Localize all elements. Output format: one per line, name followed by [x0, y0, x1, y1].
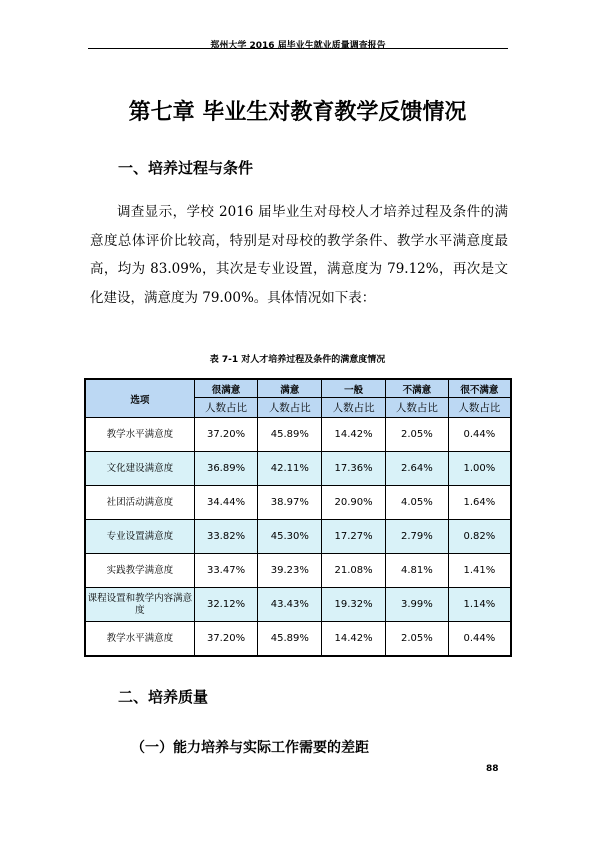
table-cell: 14.42% [322, 622, 386, 657]
table-cell: 14.42% [322, 418, 386, 452]
table-cell: 21.08% [322, 554, 386, 588]
table-row [85, 588, 511, 622]
column-header-level: 一般 [322, 379, 386, 398]
table-cell: 37.20% [194, 418, 258, 452]
table-cell: 43.43% [258, 588, 322, 622]
table-cell: 39.23% [258, 554, 322, 588]
chapter-title: 第七章 毕业生对教育教学反馈情况 [128, 100, 467, 125]
column-subheader: 人数占比 [322, 398, 386, 418]
column-header-level: 满意 [258, 379, 322, 398]
table-cell: 0.44% [448, 622, 511, 657]
row-label: 专业设置满意度 [85, 520, 194, 554]
table-row [85, 520, 511, 554]
column-subheader: 人数占比 [385, 398, 448, 418]
column-header-level: 不满意 [385, 379, 448, 398]
table-cell: 38.97% [258, 486, 322, 520]
table-cell: 1.00% [448, 452, 511, 486]
row-label: 课程设置和教学内容满意度 [85, 588, 194, 622]
table-cell: 45.89% [258, 622, 322, 657]
table-cell: 2.79% [385, 520, 448, 554]
column-subheader: 人数占比 [258, 398, 322, 418]
row-label: 社团活动满意度 [85, 486, 194, 520]
table-row [85, 418, 511, 452]
table-cell: 45.89% [258, 418, 322, 452]
table-cell: 4.81% [385, 554, 448, 588]
column-header-option: 选项 [85, 379, 194, 418]
table-cell: 45.30% [258, 520, 322, 554]
subsection-heading: （一）能力培养与实际工作需要的差距 [131, 740, 369, 756]
table-caption: 表 7-1 对人才培养过程及条件的满意度情况 [209, 355, 386, 365]
table-cell: 2.05% [385, 418, 448, 452]
row-label: 教学水平满意度 [85, 622, 194, 657]
body-paragraph: 调查显示，学校 2016 届毕业生对母校人才培养过程及条件的满意度总体评价比较高，特别是对母校的教学条件、教学水平满意度最高，均为 83.09%，其次是专业设置，满意度为 79.12%，再次是文化建设，满意度为 79.00%。具体情况如下表： [90, 204, 508, 306]
header-rule [88, 48, 508, 49]
page-number: 88 [486, 764, 499, 774]
row-label: 文化建设满意度 [85, 452, 194, 486]
column-subheader: 人数占比 [448, 398, 511, 418]
table-cell: 19.32% [322, 588, 386, 622]
table-cell: 2.05% [385, 622, 448, 657]
column-subheader: 人数占比 [194, 398, 258, 418]
satisfaction-table [84, 378, 512, 657]
table-cell: 4.05% [385, 486, 448, 520]
table-cell: 2.64% [385, 452, 448, 486]
table-cell: 33.47% [194, 554, 258, 588]
running-header: 郑州大学 2016 届毕业生就业质量调查报告 [210, 41, 386, 51]
row-label: 教学水平满意度 [85, 418, 194, 452]
table-cell: 36.89% [194, 452, 258, 486]
table-cell: 0.82% [448, 520, 511, 554]
column-header-level: 很不满意 [448, 379, 511, 398]
table-cell: 1.14% [448, 588, 511, 622]
table-row [85, 554, 511, 588]
table-header-row [85, 379, 511, 398]
section-heading-2: 二、培养质量 [118, 688, 209, 706]
table-cell: 1.64% [448, 486, 511, 520]
table-row [85, 622, 511, 657]
table-cell: 17.36% [322, 452, 386, 486]
column-header-level: 很满意 [194, 379, 258, 398]
table-cell: 33.82% [194, 520, 258, 554]
row-label: 实践教学满意度 [85, 554, 194, 588]
table-cell: 37.20% [194, 622, 258, 657]
table-cell: 0.44% [448, 418, 511, 452]
table-cell: 17.27% [322, 520, 386, 554]
section-heading-1: 一、培养过程与条件 [118, 159, 254, 177]
table-cell: 42.11% [258, 452, 322, 486]
table-row [85, 486, 511, 520]
table-cell: 3.99% [385, 588, 448, 622]
table-cell: 1.41% [448, 554, 511, 588]
table-cell: 32.12% [194, 588, 258, 622]
table-cell: 34.44% [194, 486, 258, 520]
table-cell: 20.90% [322, 486, 386, 520]
table-row [85, 452, 511, 486]
